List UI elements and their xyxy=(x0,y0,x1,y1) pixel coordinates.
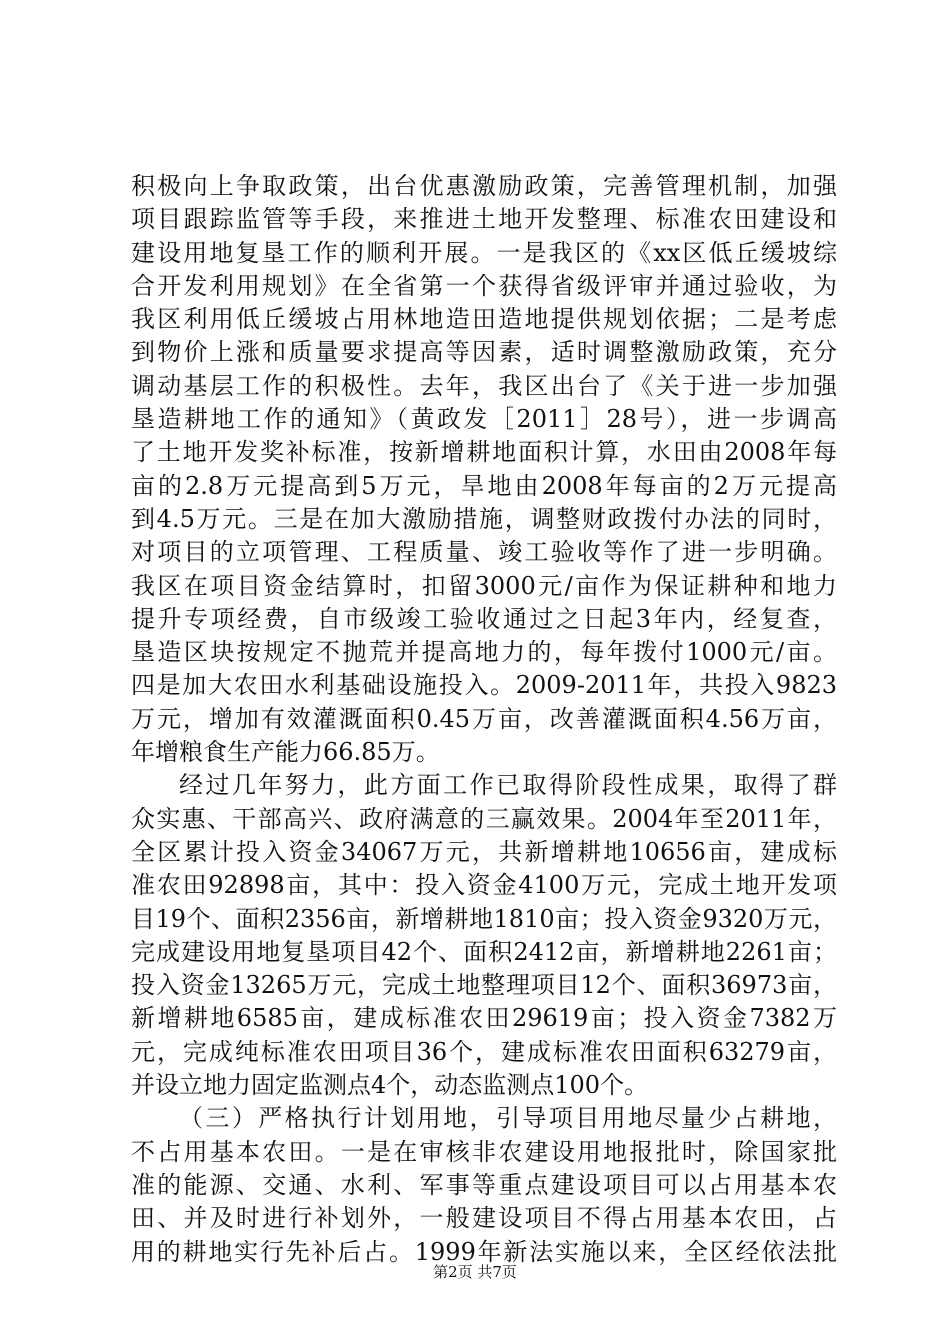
text-line: 到物价上涨和质量要求提高等因素，适时调整激励政策，充分 xyxy=(131,338,837,367)
text-line: 提升专项经费，自市级竣工验收通过之日起3年内，经复查， xyxy=(131,604,837,633)
text-line: 新增耕地6585亩，建成标准农田29619亩；投入资金7382万 xyxy=(131,1004,837,1033)
text-line: 我区在项目资金结算时，扣留3000元/亩作为保证耕种和地力 xyxy=(131,571,837,600)
text-line: 调动基层工作的积极性。去年，我区出台了《关于进一步加强 xyxy=(131,371,837,400)
text-line: 众实惠、干部高兴、政府满意的三赢效果。2004年至2011年， xyxy=(131,804,837,833)
text-line: 我区利用低丘缓坡占用林地造田造地提供规划依据；二是考虑 xyxy=(131,305,837,334)
text-line: 万元，增加有效灌溉面积0.45万亩，改善灌溉面积4.56万亩， xyxy=(131,704,837,733)
text-line: （三）严格执行计划用地，引导项目用地尽量少占耕地， xyxy=(179,1104,837,1133)
text-line: 用的耕地实行先补后占。1999年新法实施以来，全区经依法批 xyxy=(131,1237,837,1266)
text-line: 投入资金13265万元，完成土地整理项目12个、面积36973亩， xyxy=(131,971,837,1000)
text-line: 垦造区块按规定不抛荒并提高地力的，每年拨付1000元/亩。 xyxy=(131,638,837,667)
document-body xyxy=(131,170,837,1269)
text-line: 目19个、面积2356亩，新增耕地1810亩；投入资金9320万元， xyxy=(131,904,837,933)
text-line: 亩的2.8万元提高到5万元，旱地由2008年每亩的2万元提高 xyxy=(131,471,837,500)
text-line: 四是加大农田水利基础设施投入。2009-2011年，共投入9823 xyxy=(131,671,837,700)
text-line: 不占用基本农田。一是在审核非农建设用地报批时，除国家批 xyxy=(131,1137,837,1166)
text-line: 项目跟踪监管等手段，来推进土地开发整理、标准农田建设和 xyxy=(131,205,837,234)
text-line: 经过几年努力，此方面工作已取得阶段性成果，取得了群 xyxy=(179,771,837,800)
text-line: 完成建设用地复垦项目42个、面积2412亩，新增耕地2261亩； xyxy=(131,937,837,966)
text-line: 并设立地力固定监测点4个，动态监测点100个。 xyxy=(131,1071,649,1100)
text-line: 田、并及时进行补划外，一般建设项目不得占用基本农田，占 xyxy=(131,1204,837,1233)
text-line: 全区累计投入资金34067万元，共新增耕地10656亩，建成标 xyxy=(131,837,837,866)
text-line: 到4.5万元。三是在加大激励措施，调整财政拨付办法的同时， xyxy=(131,504,837,533)
text-line: 对项目的立项管理、工程质量、竣工验收等作了进一步明确。 xyxy=(131,538,837,567)
text-line: 建设用地复垦工作的顺利开展。一是我区的《xx区低丘缓坡综 xyxy=(131,238,837,267)
page-footer: 第2页 共7页 xyxy=(433,1263,517,1281)
text-line: 垦造耕地工作的通知》（黄政发［2011］28号），进一步调高 xyxy=(131,405,837,434)
text-line: 准的能源、交通、水利、军事等重点建设项目可以占用基本农 xyxy=(131,1170,837,1199)
text-line: 元，完成纯标准农田项目36个，建成标准农田面积63279亩， xyxy=(131,1037,837,1066)
text-line: 准农田92898亩，其中：投入资金4100万元，完成土地开发项 xyxy=(131,871,837,900)
text-line: 了土地开发奖补标准，按新增耕地面积计算，水田由2008年每 xyxy=(131,438,837,467)
text-line: 年增粮食生产能力66.85万。 xyxy=(131,738,440,767)
text-line: 积极向上争取政策，出台优惠激励政策，完善管理机制，加强 xyxy=(131,172,837,200)
text-line: 合开发利用规划》在全省第一个获得省级评审并通过验收，为 xyxy=(131,271,837,300)
